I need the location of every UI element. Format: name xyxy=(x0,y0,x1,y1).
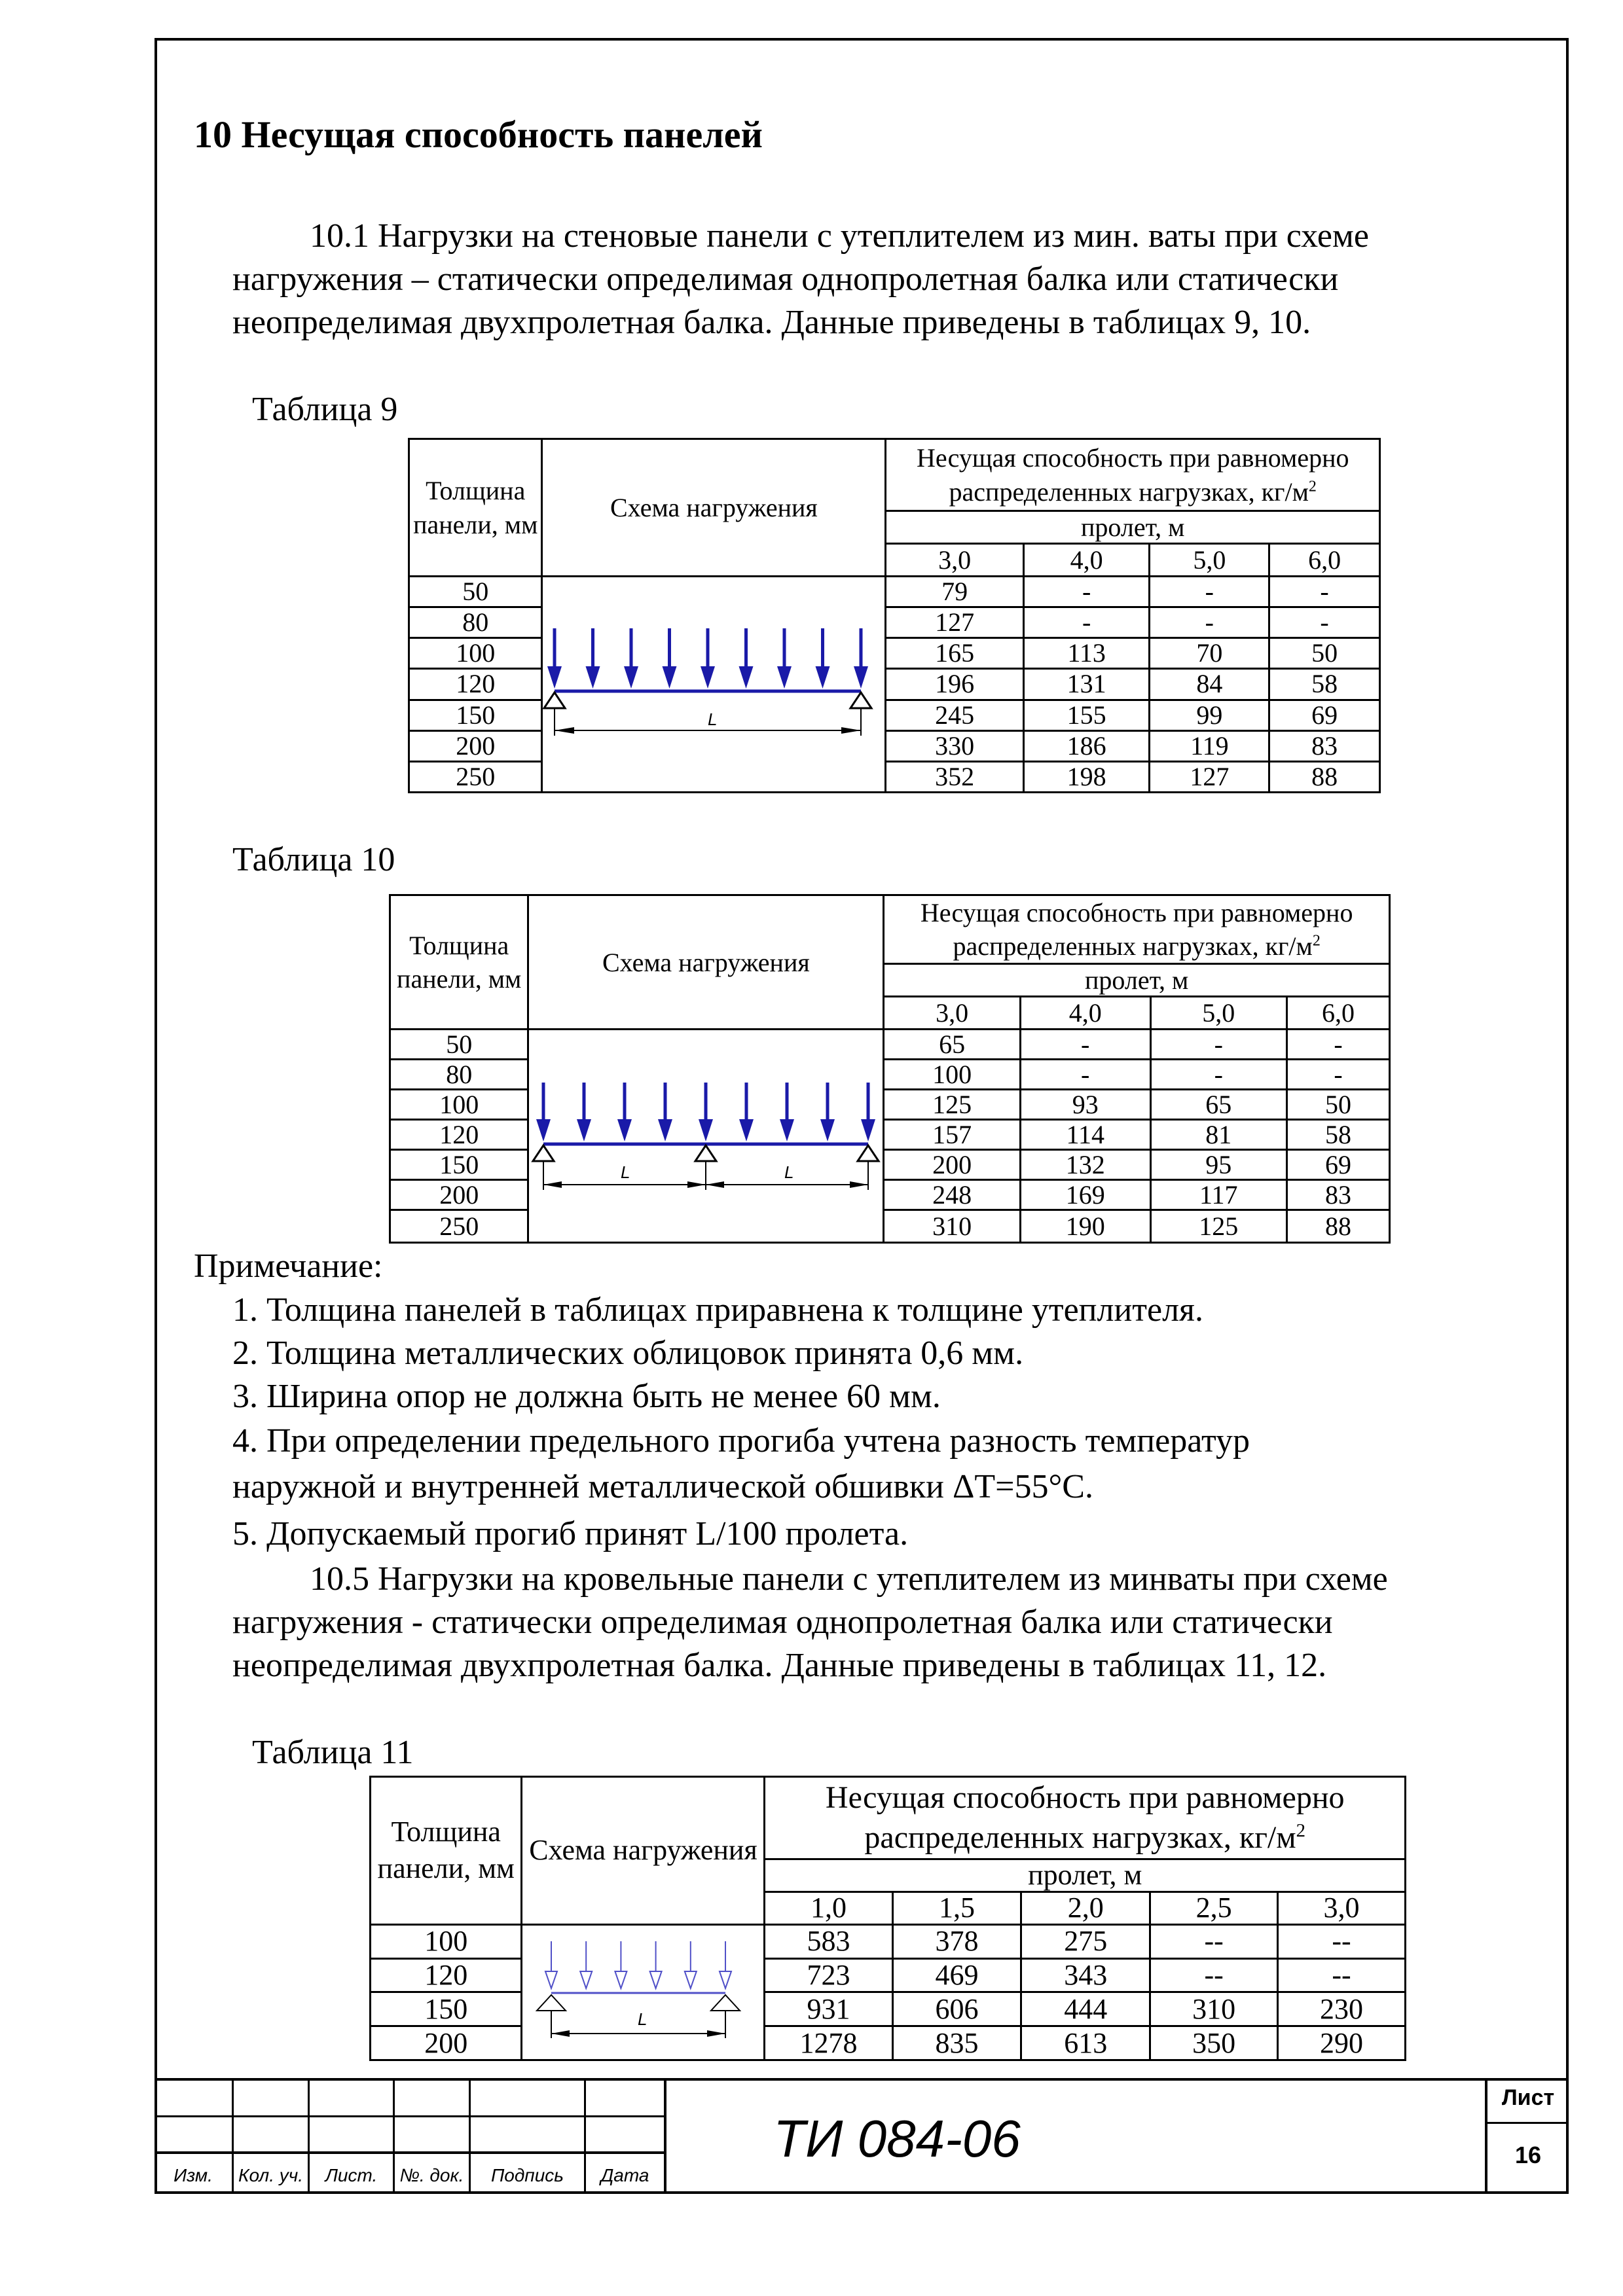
support-right xyxy=(850,692,871,708)
value-cell: - xyxy=(1269,607,1380,638)
load-arrow-head xyxy=(699,1119,713,1141)
load-arrow-head xyxy=(777,666,792,689)
header-capacity-text: Несущая способность при равномерно распределенных нагрузках, кг/м xyxy=(825,1780,1345,1856)
dim-arrow xyxy=(555,727,574,734)
value-cell: - xyxy=(1023,607,1150,638)
tb-label-sheet: Лист. xyxy=(325,2165,378,2185)
dim-arrow xyxy=(841,727,861,734)
value-cell: 230 xyxy=(1278,1992,1406,2026)
load-arrow-head xyxy=(685,1971,697,1988)
thickness-cell: 250 xyxy=(390,1210,528,1243)
span-header: 1,5 xyxy=(892,1892,1021,1924)
value-cell: -- xyxy=(1150,1958,1278,1992)
load-arrow-head xyxy=(854,666,868,689)
loading-diagram-cell xyxy=(528,1030,884,1243)
thickness-cell: 150 xyxy=(390,1150,528,1180)
value-cell: 58 xyxy=(1269,669,1380,700)
thickness-cell: 120 xyxy=(371,1958,522,1992)
value-cell: 155 xyxy=(1023,700,1150,730)
dim-arrow xyxy=(850,1181,868,1188)
table-row xyxy=(371,1924,1406,1958)
header-thickness: Толщина панели, мм xyxy=(409,439,542,577)
value-cell: 343 xyxy=(1021,1958,1150,1992)
thickness-cell: 80 xyxy=(409,607,542,638)
value-cell: 444 xyxy=(1021,1992,1150,2026)
thickness-cell: 50 xyxy=(409,577,542,607)
header-capacity xyxy=(886,439,1380,511)
value-cell: 196 xyxy=(886,669,1023,700)
value-cell: 723 xyxy=(765,1958,892,1992)
value-cell: 125 xyxy=(1150,1210,1287,1243)
thickness-cell: 150 xyxy=(409,700,542,730)
header-span: пролет, м xyxy=(765,1859,1406,1892)
span-header: 3,0 xyxy=(1278,1892,1406,1924)
header-thickness: Толщина панели, мм xyxy=(371,1777,522,1925)
load-arrow-head xyxy=(650,1971,662,1988)
span-label: L xyxy=(708,709,718,729)
thickness-cell: 150 xyxy=(371,1992,522,2026)
load-arrow-head xyxy=(663,666,677,689)
value-cell: 350 xyxy=(1150,2026,1278,2060)
value-cell: 157 xyxy=(884,1120,1021,1150)
value-cell: 310 xyxy=(884,1210,1021,1243)
loading-diagram-cell xyxy=(522,1924,765,2060)
dim-arrow xyxy=(687,1181,706,1188)
note-item: 5. Допускаемый прогиб принят L/100 пролета. xyxy=(232,1515,909,1552)
value-cell: 200 xyxy=(884,1150,1021,1180)
table-11 xyxy=(369,1776,1406,2061)
thickness-cell: 200 xyxy=(409,730,542,761)
value-cell: - xyxy=(1020,1030,1150,1060)
value-cell: - xyxy=(1150,577,1269,607)
single-span-beam-diagram xyxy=(522,1926,763,2054)
sheet-number: 16 xyxy=(1514,2142,1542,2168)
value-cell: - xyxy=(1150,607,1269,638)
value-cell: 290 xyxy=(1278,2026,1406,2060)
span-header: 5,0 xyxy=(1150,544,1269,577)
header-span: пролет, м xyxy=(884,964,1390,997)
load-arrow-head xyxy=(780,1119,794,1141)
support-right xyxy=(711,1995,740,2011)
paragraph-line: неопределимая двухпролетная балка. Данные приведены в таблицах 11, 12. xyxy=(232,1647,1327,1684)
thickness-cell: 100 xyxy=(371,1924,522,1958)
paragraph-10-5 xyxy=(232,1558,1535,1687)
span-header: 2,0 xyxy=(1021,1892,1150,1924)
value-cell: 79 xyxy=(886,577,1023,607)
value-cell: 931 xyxy=(765,1992,892,2026)
tb-label-date: Дата xyxy=(600,2165,649,2185)
value-cell: 127 xyxy=(1150,761,1269,792)
value-cell: 88 xyxy=(1287,1210,1390,1243)
header-capacity-sup: 2 xyxy=(1312,932,1321,950)
load-arrow-head xyxy=(615,1971,627,1988)
value-cell: 69 xyxy=(1287,1150,1390,1180)
span-header: 4,0 xyxy=(1020,997,1150,1030)
value-cell: 84 xyxy=(1150,669,1269,700)
header-capacity-text: Несущая способность при равномерно распределенных нагрузках, кг/м xyxy=(920,898,1353,961)
load-arrow-head xyxy=(581,1971,593,1988)
value-cell: 50 xyxy=(1287,1090,1390,1120)
value-cell: 330 xyxy=(886,730,1023,761)
table-9 xyxy=(408,438,1381,793)
header-capacity-sup: 2 xyxy=(1308,478,1317,495)
value-cell: 245 xyxy=(886,700,1023,730)
dim-arrow xyxy=(706,1181,724,1188)
thickness-cell: 100 xyxy=(409,638,542,669)
value-cell: 131 xyxy=(1023,669,1150,700)
thickness-cell: 100 xyxy=(390,1090,528,1120)
value-cell: 613 xyxy=(1021,2026,1150,2060)
load-arrow-head xyxy=(624,666,638,689)
tb-label-doc-number: №. док. xyxy=(399,2165,464,2185)
section-title: 10 Несущая способность панелей xyxy=(194,113,763,156)
value-cell: 190 xyxy=(1020,1210,1150,1243)
span-label-left: L xyxy=(621,1162,630,1183)
paragraph-line: неопределимая двухпролетная балка. Данные приведены в таблицах 9, 10. xyxy=(232,304,1311,341)
single-span-beam-diagram xyxy=(543,577,884,787)
header-scheme: Схема нагружения xyxy=(522,1777,765,1925)
two-span-beam-diagram xyxy=(529,1030,883,1237)
paragraph-10-1 xyxy=(232,215,1535,344)
support-right xyxy=(858,1145,879,1161)
value-cell: - xyxy=(1023,577,1150,607)
table-11-caption: Таблица 11 xyxy=(252,1734,414,1771)
value-cell: 58 xyxy=(1287,1120,1390,1150)
dim-arrow xyxy=(543,1181,562,1188)
header-span: пролет, м xyxy=(886,511,1380,544)
table-9-caption: Таблица 9 xyxy=(252,391,398,428)
value-cell: 88 xyxy=(1269,761,1380,792)
value-cell: 248 xyxy=(884,1180,1021,1210)
thickness-cell: 50 xyxy=(390,1030,528,1060)
title-block-rule xyxy=(1485,2122,1569,2124)
load-arrow-head xyxy=(617,1119,632,1141)
value-cell: 83 xyxy=(1269,730,1380,761)
value-cell: - xyxy=(1269,577,1380,607)
value-cell: 1278 xyxy=(765,2026,892,2060)
value-cell: 469 xyxy=(892,1958,1021,1992)
value-cell: - xyxy=(1020,1060,1150,1090)
thickness-cell: 120 xyxy=(390,1120,528,1150)
load-arrow-head xyxy=(547,666,562,689)
span-header: 3,0 xyxy=(886,544,1023,577)
value-cell: - xyxy=(1150,1030,1287,1060)
value-cell: -- xyxy=(1150,1924,1278,1958)
dim-arrow xyxy=(707,2030,725,2037)
load-arrow-head xyxy=(586,666,600,689)
dim-arrow xyxy=(551,2030,570,2037)
value-cell: 83 xyxy=(1287,1180,1390,1210)
thickness-cell: 250 xyxy=(409,761,542,792)
value-cell: 165 xyxy=(886,638,1023,669)
sheet-label: Лист xyxy=(1501,2085,1555,2110)
span-header: 4,0 xyxy=(1023,544,1150,577)
value-cell: 352 xyxy=(886,761,1023,792)
load-arrow-head xyxy=(577,1119,591,1141)
thickness-cell: 80 xyxy=(390,1060,528,1090)
load-arrows xyxy=(536,1083,875,1141)
load-arrow-head xyxy=(739,1119,754,1141)
value-cell: 81 xyxy=(1150,1120,1287,1150)
load-arrows xyxy=(545,1941,731,1988)
header-capacity xyxy=(765,1777,1406,1859)
tb-label-signature: Подпись xyxy=(490,2165,564,2185)
load-arrow-head xyxy=(816,666,830,689)
span-label: L xyxy=(638,2009,647,2029)
value-cell: 70 xyxy=(1150,638,1269,669)
load-arrow-head xyxy=(536,1119,551,1141)
value-cell: 99 xyxy=(1150,700,1269,730)
value-cell: 198 xyxy=(1023,761,1150,792)
value-cell: 186 xyxy=(1023,730,1150,761)
value-cell: 93 xyxy=(1020,1090,1150,1120)
note-item: 2. Толщина металлических облицовок принята 0,6 мм. xyxy=(232,1335,1024,1372)
load-arrows xyxy=(547,628,868,689)
value-cell: 50 xyxy=(1269,638,1380,669)
thickness-cell: 200 xyxy=(390,1180,528,1210)
table-10-caption: Таблица 10 xyxy=(232,841,395,878)
header-thickness: Толщина панели, мм xyxy=(390,895,528,1030)
span-header: 3,0 xyxy=(884,997,1021,1030)
value-cell: -- xyxy=(1278,1924,1406,1958)
header-scheme: Схема нагружения xyxy=(542,439,886,577)
value-cell: 310 xyxy=(1150,1992,1278,2026)
value-cell: - xyxy=(1287,1060,1390,1090)
value-cell: 113 xyxy=(1023,638,1150,669)
support-middle xyxy=(695,1145,716,1161)
value-cell: 69 xyxy=(1269,700,1380,730)
load-arrow-head xyxy=(658,1119,672,1141)
loading-diagram-cell xyxy=(542,577,886,793)
value-cell: 583 xyxy=(765,1924,892,1958)
value-cell: 606 xyxy=(892,1992,1021,2026)
value-cell: 117 xyxy=(1150,1180,1287,1210)
header-capacity-sup: 2 xyxy=(1296,1820,1306,1842)
span-label-right: L xyxy=(784,1162,794,1183)
value-cell: - xyxy=(1150,1060,1287,1090)
note-item: 4. При определении предельного прогиба учтена разность температур xyxy=(232,1422,1250,1460)
value-cell: 65 xyxy=(884,1030,1021,1060)
header-capacity-text: Несущая способность при равномерно распределенных нагрузках, кг/м xyxy=(916,443,1349,507)
paragraph-line: 10.5 Нагрузки на кровельные панели с утеплителем из минваты при схеме xyxy=(310,1560,1388,1598)
value-cell: - xyxy=(1287,1030,1390,1060)
table-row xyxy=(390,1030,1390,1060)
tb-label-change: Изм. xyxy=(173,2165,213,2185)
value-cell: 125 xyxy=(884,1090,1021,1120)
table-10 xyxy=(389,894,1391,1244)
value-cell: 100 xyxy=(884,1060,1021,1090)
span-header: 1,0 xyxy=(765,1892,892,1924)
value-cell: 378 xyxy=(892,1924,1021,1958)
load-arrow-head xyxy=(701,666,715,689)
value-cell: 114 xyxy=(1020,1120,1150,1150)
value-cell: 275 xyxy=(1021,1924,1150,1958)
thickness-cell: 200 xyxy=(371,2026,522,2060)
span-header: 6,0 xyxy=(1269,544,1380,577)
value-cell: 169 xyxy=(1020,1180,1150,1210)
load-arrow-head xyxy=(820,1119,835,1141)
load-arrow-head xyxy=(861,1119,875,1141)
document-code: ТИ 084-06 xyxy=(773,2109,1021,2168)
note-item: 3. Ширина опор не должна быть не менее 60 мм. xyxy=(232,1378,941,1415)
value-cell: 132 xyxy=(1020,1150,1150,1180)
title-block-rule xyxy=(155,2115,664,2117)
value-cell: -- xyxy=(1278,1958,1406,1992)
header-scheme: Схема нагружения xyxy=(528,895,884,1030)
paragraph-line: нагружения - статически определимая однопролетная балка или статически xyxy=(232,1604,1333,1641)
paragraph-line: 10.1 Нагрузки на стеновые панели с утеплителем из мин. ваты при схеме xyxy=(310,217,1369,255)
support-left xyxy=(544,692,565,708)
notes-title: Примечание: xyxy=(194,1247,383,1285)
table-row xyxy=(409,577,1380,607)
value-cell: 127 xyxy=(886,607,1023,638)
load-arrow-head xyxy=(739,666,754,689)
value-cell: 119 xyxy=(1150,730,1269,761)
header-capacity xyxy=(884,895,1390,964)
paragraph-line: нагружения – статически определимая однопролетная балка или статически xyxy=(232,260,1339,298)
note-item: 1. Толщина панелей в таблицах приравнена к толщине утеплителя. xyxy=(232,1291,1203,1329)
note-item: наружной и внутренней металлической обшивки ΔT=55°C. xyxy=(232,1468,1093,1505)
value-cell: 835 xyxy=(892,2026,1021,2060)
load-arrow-head xyxy=(720,1971,731,1988)
support-left xyxy=(537,1995,566,2011)
value-cell: 95 xyxy=(1150,1150,1287,1180)
load-arrow-head xyxy=(545,1971,557,1988)
span-header: 5,0 xyxy=(1150,997,1287,1030)
span-header: 6,0 xyxy=(1287,997,1390,1030)
thickness-cell: 120 xyxy=(409,669,542,700)
support-left xyxy=(533,1145,554,1161)
title-block-rule xyxy=(664,2078,666,2194)
title-block-rule xyxy=(155,2151,664,2154)
tb-label-qty: Кол. уч. xyxy=(238,2165,304,2185)
span-header: 2,5 xyxy=(1150,1892,1278,1924)
value-cell: 65 xyxy=(1150,1090,1287,1120)
